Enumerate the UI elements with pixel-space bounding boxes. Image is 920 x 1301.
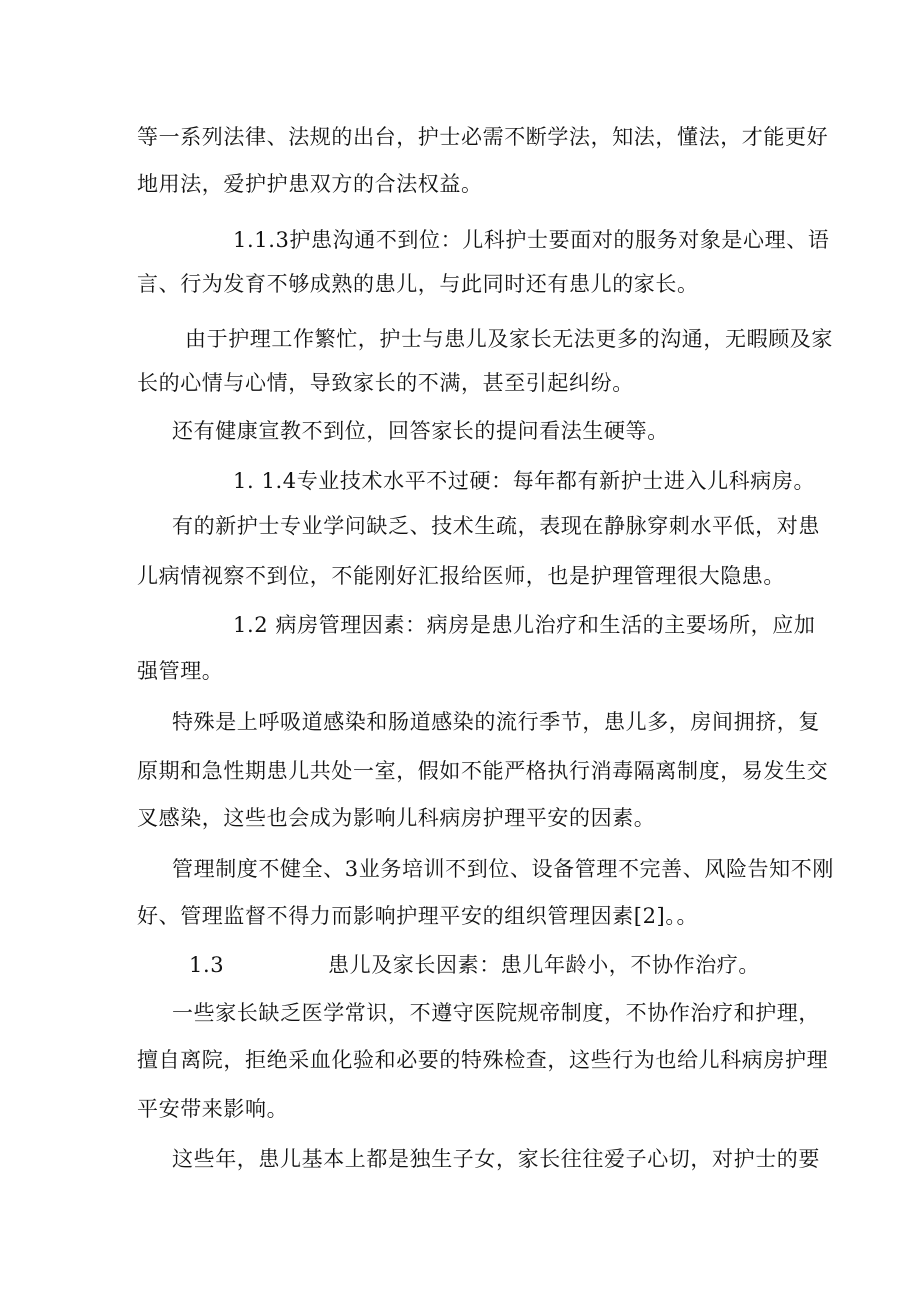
text-line: 地用法，爱护护患双方的合法权益。: [137, 172, 483, 196]
text-line: 好、管理监督不得力而影响护理平安的组织管理因素[2]。。: [137, 904, 699, 928]
text-line: 长的心情与心情，导致家长的不满，甚至引起纠纷。: [137, 371, 634, 395]
section-heading-line: 1.2 病房管理因素：病房是患儿治疗和生活的主要场所，应加: [233, 613, 816, 637]
text-line: 儿病情视察不到位，不能刚好汇报给医师，也是护理管理很大隐患。: [137, 564, 785, 588]
text-line: 特殊是上呼吸道感染和肠道感染的流行季节，患儿多，房间拥挤，复: [172, 710, 820, 734]
text-line: 等一系列法律、法规的出台，护士必需不断学法，知法，懂法，才能更好: [137, 125, 829, 149]
section-heading-line: 患儿及家长因素：患儿年龄小，不协作治疗。: [328, 953, 760, 977]
text-line: 还有健康宣教不到位，回答家长的提问看法生硬等。: [172, 419, 669, 443]
text-line: 平安带来影响。: [137, 1097, 289, 1121]
text-line: 叉感染，这些也会成为影响儿科病房护理平安的因素。: [137, 806, 656, 830]
section-heading-line: 1. 1.4专业技术水平不过硬：每年都有新护士进入儿科病房。: [233, 469, 816, 493]
text-line: 强管理。: [137, 659, 224, 683]
section-heading-line: 1.1.3护患沟通不到位：儿科护士要面对的服务对象是心理、语: [233, 228, 830, 252]
text-line: 管理制度不健全、3业务培训不到位、设备管理不完善、风险告知不刚: [172, 857, 834, 881]
text-line: 有的新护士专业学问缺乏、技术生疏，表现在静脉穿刺水平低，对患: [172, 514, 820, 538]
text-line: 原期和急性期患儿共处一室，假如不能严格执行消毒隔离制度，易发生交: [137, 759, 829, 783]
text-line: 擅自离院，拒绝采血化验和必要的特殊检查，这些行为也给儿科病房护理: [137, 1048, 829, 1072]
text-line: 这些年，患儿基本上都是独生子女，家长往往爱子心切，对护士的要: [172, 1147, 820, 1171]
text-line: 一些家长缺乏医学常识，不遵守医院规帝制度，不协作治疗和护理，: [172, 1001, 820, 1025]
section-number: 1.3: [189, 953, 225, 977]
text-line: 由于护理工作繁忙，护士与患儿及家长无法更多的沟通，无暇顾及家: [185, 327, 833, 351]
text-line: 言、行为发育不够成熟的患儿，与此同时还有患儿的家长。: [137, 272, 699, 296]
